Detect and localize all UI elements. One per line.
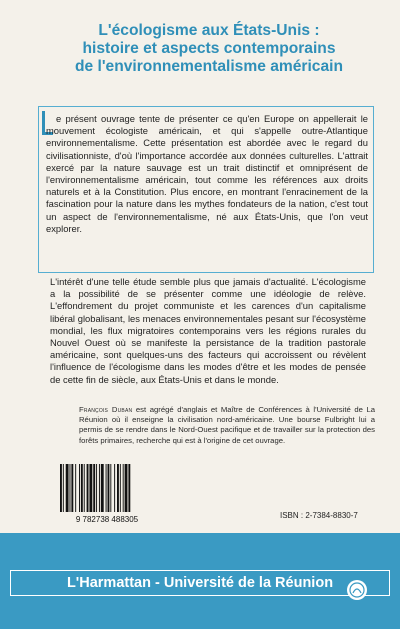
isbn: ISBN : 2-7384-8830-7 — [280, 511, 358, 520]
barcode-number: 9 782738 488305 — [75, 515, 139, 524]
interest-paragraph: L'intérêt d'une telle étude semble plus que jamais d'actualité. L'écologisme a la possibilité de se présenter comme une idéologie de relève. L'effondrement du projet communiste et les carences d'un capitalisme libéral globalisant, les menaces environnementales pesant sur l'écosystème mondial, les flux migratoires contemporains vers les régions rurales du Nouvel Ouest où se manifeste la persistance de la tradition pastorale américaine, sont quelques-uns des facteurs qui accroissent ou révèlent l'influence de l'écologisme dans les modes d'être et les modes de pensée de cette fin de siècle, aux États-Unis et dans le monde. — [50, 276, 366, 385]
title-line-1: L'écologisme aux États-Unis : — [98, 22, 320, 39]
barcode-bars — [60, 464, 130, 512]
author-bio-text: est agrégé d'anglais et Maître de Conférences à l'Université de La Réunion où il enseigne la civilisation nord-américaine. Une bourse Fulbright lui a permis de se rendre dans le Nord-Ouest pacifique et de travailler sur la protection des forêts primaires, recherche qui est à l'origine de cet ouvrage. — [79, 405, 375, 445]
title-line-3: de l'environnementalisme américain — [74, 58, 344, 75]
summary-text — [46, 113, 368, 235]
summary-paragraph: e présent ouvrage tente de présenter ce qu'en Europe on appellerait le mouvement écologiste américain, et qui s'appelle outre-Atlantique environnementalisme. Cette présentation est abordée avec le regard du civilisationniste, d'où l'importance accordée aux données culturelles. L'attrait exercé par la nature sauvage est un trait distinctif et omniprésent de l'environnementalisme américain, tout comme les références aux droits naturels et à la Constitution. Plus encore, en montrant l'enracinement de la fascination pour la nature dans les mythes fondateurs de la nation, c'est tout un aspect de l'environnementalisme, né aux États-Unis, que l'on veut explorer. — [46, 113, 368, 234]
book-title — [44, 22, 374, 76]
interest-text — [50, 276, 366, 386]
publisher-name: L'Harmattan - Université de la Réunion — [66, 575, 334, 591]
publisher-box — [10, 570, 390, 596]
title-line-2: histoire et aspects contemporains — [82, 40, 336, 57]
publisher-logo-icon — [346, 579, 368, 601]
author-bio — [79, 405, 375, 446]
barcode — [56, 462, 158, 524]
author-name: François Duban — [79, 405, 133, 414]
